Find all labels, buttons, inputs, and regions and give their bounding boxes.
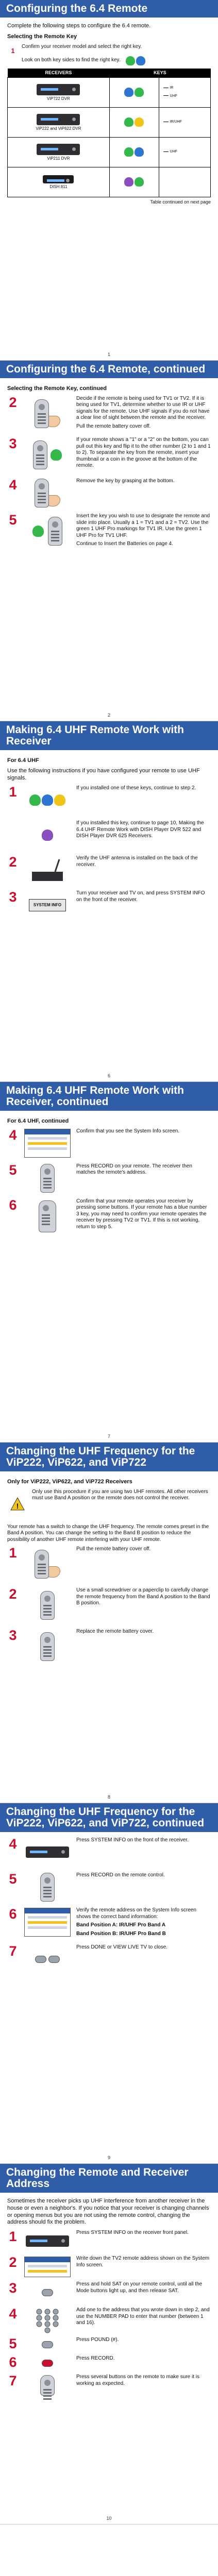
step-number: 5 (9, 2336, 17, 2352)
done-button-icon (35, 1956, 46, 1963)
mode-label: IR (163, 86, 208, 91)
step-number: 6 (9, 1197, 17, 1213)
step-number: 7 (9, 1943, 17, 1959)
key-icon (32, 526, 44, 537)
step-text: Press SYSTEM INFO on the front of the receiver. (76, 1837, 189, 1843)
page-number: 10 (106, 2515, 112, 2521)
key-icon (54, 794, 65, 806)
page-title: Changing the UHF Frequency for the ViP222, ViP622, and ViP722, continued (6, 1806, 205, 1829)
page-header (0, 1443, 218, 1471)
step-text: Press DONE or VIEW LIVE TV to close. (76, 1944, 168, 1951)
receiver-name: ViP222 and ViP622 DVR (36, 126, 81, 131)
table-row (8, 107, 211, 137)
step-4 (7, 1128, 211, 1158)
step-text: Confirm that your remote operates your receiver by pressing some buttons. If your remote has a blue number 3 key, you may need to confirm your remote operates the receiver by pressing TV2 or TV1. If this is not working, return to step 5. (76, 1198, 207, 1230)
step-text: Pull the remote battery cover off. (76, 423, 151, 429)
page-7 (0, 2164, 218, 2524)
record-button-icon (42, 2360, 53, 2367)
step-5 (7, 1163, 211, 1193)
step-text: Use a small screwdriver or a paperclip to carefully change the remote frequency from the Band A position to the Band B position. (76, 1587, 210, 1606)
warning-block (7, 1489, 211, 1519)
step-text: Press POUND (#). (76, 2337, 119, 2343)
key-icon (51, 449, 62, 461)
number-pad-image (23, 2307, 72, 2334)
receiver-icon (37, 114, 80, 125)
step-2 (7, 396, 211, 432)
step-text: If you installed one of these keys, continue to step 2. (76, 785, 196, 791)
remote-icon (40, 2375, 55, 2396)
step-number: 7 (9, 2373, 17, 2389)
receiver-icon (43, 175, 74, 183)
table-header-receivers: RECEIVERS (8, 69, 110, 78)
step-text: Continue to Insert the Batteries on page 4. (76, 541, 173, 547)
step-number: 5 (9, 1162, 17, 1178)
step-6 (7, 2355, 211, 2371)
number-pad-icon (35, 2308, 60, 2333)
insert-key-image (23, 513, 72, 549)
system-info-screen-image (23, 1128, 72, 1158)
warning-text: Only use this procedure if you are using two UHF remotes. All other receivers must use Band A position or the remote does not control the receiver. (32, 1488, 208, 1501)
remote-icon (40, 1632, 55, 1661)
pound-button-icon (42, 2341, 53, 2348)
page-4 (0, 1082, 218, 1443)
step-number: 2 (9, 1586, 17, 1602)
replace-cover-image (23, 1629, 72, 1665)
step-number: 6 (9, 1906, 17, 1922)
receiver-name: ViP722 DVR (47, 96, 70, 101)
intro-text: Complete the following steps to configure the 6.4 remote. (7, 23, 151, 29)
step-text: Replace the remote battery cover. (76, 1629, 154, 1635)
page-title: Changing the Remote and Receiver Address (6, 2166, 189, 2190)
step-text: Write down the TV2 remote address shown on the System Info screen. (76, 2256, 210, 2268)
step-number: 3 (9, 2280, 17, 2296)
done-button-image (23, 1944, 72, 1974)
receiver-icon (26, 2235, 69, 2247)
remote-icon (40, 1591, 55, 1620)
page-header (0, 1803, 218, 1832)
band-a-text: Band Position A: IR/UHF Pro Band A (76, 1922, 166, 1928)
section-subtitle: For 6.4 UHF, continued (7, 1118, 69, 1125)
step-4 (7, 478, 211, 508)
pound-button-image (23, 2337, 72, 2352)
system-info-screen-image (23, 1907, 72, 1937)
step-text: Insert the key you wish to use to designate the remote and slide into place. Usually a 1 = TV1 and a 2 = TV2. Use the green 1 UHF Pro markings for TV1 IR. Use the green 1 UHF Pro for TV1 UHF. (76, 513, 210, 538)
step-1 (7, 2230, 211, 2252)
battery-cover-image (23, 1546, 72, 1582)
look-text: Look on both key sides to find the right key. (22, 57, 121, 63)
page-header (0, 0, 218, 18)
step-number: 3 (9, 889, 17, 905)
step-6 (7, 1198, 211, 1234)
remote-icon (39, 1200, 56, 1232)
page-3 (0, 721, 218, 1082)
step-6 (7, 1907, 211, 1939)
live-tv-button-icon (48, 1956, 60, 1963)
step-number: 2 (9, 394, 17, 410)
step-3 (7, 890, 211, 920)
page-number: 2 (107, 712, 110, 718)
remote-icon (35, 479, 49, 507)
page-title: Configuring the 6.4 Remote (6, 3, 148, 14)
step-2 (7, 1587, 211, 1623)
system-info-button-image (23, 890, 72, 920)
keys-image (23, 785, 72, 815)
step-text: If you installed this key, continue to page 10, Making the 6.4 UHF Remote Work with DISH Player DVR 522 and DISH Player DVR 625 Receivers. (76, 820, 204, 839)
step-text: Confirm that you see the System Info screen. (76, 1128, 180, 1134)
step-3 (7, 437, 211, 473)
step-1 (7, 1546, 211, 1582)
antenna-icon (29, 857, 65, 883)
page-title: Changing the UHF Frequency for the ViP222, ViP622, and ViP722 (6, 1445, 195, 1469)
step-number: 1 (9, 2229, 17, 2245)
step-text: Turn your receiver and TV on, and press SYSTEM INFO on the front of the receiver. (76, 890, 205, 903)
receiver-icon (26, 1846, 69, 1858)
page-number: 9 (107, 2155, 110, 2160)
receiver-image (23, 2230, 72, 2252)
remote-icon (40, 1164, 55, 1193)
page-1 (0, 0, 218, 361)
step-number: 6 (9, 2354, 17, 2370)
step-text: Confirm your receiver model and select the right key. (22, 43, 142, 49)
page-8 (0, 2524, 218, 2576)
step-1 (7, 785, 211, 815)
step-number: 4 (9, 2306, 17, 2322)
remote-icon (40, 1873, 55, 1902)
key-flip-image (23, 437, 72, 473)
warning-icon (7, 1489, 28, 1519)
receiver-image (23, 1837, 72, 1867)
step-text: Press SYSTEM INFO on the receiver front panel. (76, 2230, 189, 2236)
step-text: Decide if the remote is being used for TV1 or TV2. If it is being used for TV1, determine whether to use IR or UHF signals for the remote. Use UHF signals if you do not have a clear line of sight between the remote and the receiver. (76, 395, 210, 421)
step-4 (7, 2307, 211, 2334)
system-info-label: SYSTEM INFO (29, 899, 66, 911)
step-number: 3 (9, 436, 17, 452)
page-header (0, 1082, 218, 1111)
mode-label: IR/UHF (163, 120, 208, 125)
step-number: 4 (9, 477, 17, 493)
key-sides-icon (126, 56, 145, 65)
step-7 (7, 2374, 211, 2397)
page-number: 8 (107, 1794, 110, 1800)
step-text: Remove the key by grasping at the bottom. (76, 478, 175, 484)
record-button-image (23, 1872, 72, 1902)
step-2 (7, 2256, 211, 2278)
step-number: 4 (9, 1127, 17, 1143)
remote-test-image (23, 1198, 72, 1234)
sat-button-icon (42, 2289, 53, 2296)
remove-key-image (23, 478, 72, 508)
step-number: 1 (9, 784, 17, 800)
receiver-name: ViP211 DVR (47, 156, 70, 161)
step-text: Pull the remote battery cover off. (76, 1546, 151, 1552)
page-title: Making 6.4 UHF Remote Work with Receiver, continued (6, 1084, 184, 1108)
page-5 (0, 1443, 218, 1803)
intro-text: Use the following instructions if you have configured your remote to use UHF signals. (7, 767, 200, 781)
step-number: 5 (9, 512, 17, 528)
remote-icon (33, 440, 47, 469)
page-number: 1 (107, 351, 110, 357)
key-icon (42, 794, 53, 806)
step-number: 1 (9, 1545, 17, 1561)
step-3 (7, 2281, 211, 2304)
sat-button-image (23, 2281, 72, 2304)
svg-text:!: ! (16, 1501, 19, 1510)
page-6 (0, 1803, 218, 2164)
receiver-name: DISH 811 (49, 184, 68, 190)
step-text: Press RECORD on your remote. The receiver then matches the remote's address. (76, 1163, 192, 1176)
remote-icon (35, 1550, 49, 1579)
step-7 (7, 1944, 211, 1974)
step-text: Press RECORD on the remote control. (76, 1872, 165, 1878)
step-text: If your remote shows a "1" or a "2" on the bottom, you can pull out this key and flip it to the other number (2 to 1 and 1 to 2). To separate the key from the remote, insert your thumbnail or a coin in the groove at the bottom of the remote. (76, 437, 211, 469)
step-text: Add one to the address that you wrote down in step 2, and use the NUMBER PAD to enter that number (between 1 and 16). (76, 2307, 210, 2326)
remote-icon (35, 399, 49, 428)
remote-test-image (23, 2374, 72, 2397)
step-text: Press several buttons on the remote to make sure it is working as expected. (76, 2374, 199, 2386)
step-4 (7, 1837, 211, 1867)
key-icon (112, 88, 157, 97)
record-button-image (23, 1163, 72, 1193)
step-1b (7, 820, 211, 850)
page-header (0, 721, 218, 750)
page-number: 7 (107, 1433, 110, 1439)
band-b-text: Band Position B: IR/UHF Pro Band B (76, 1930, 166, 1937)
step-number: 3 (9, 1628, 17, 1643)
system-info-screen-image (23, 2256, 72, 2278)
intro-text: Sometimes the receiver picks up UHF interference from another receiver in the house or even a neighbor's. If you notice that your receiver is changing channels or opening menus but you are not using the remote control, changing the address should fix the problem. (7, 2198, 209, 2226)
page-header (0, 2164, 218, 2193)
table-continued-note: Table continued on next page (150, 199, 211, 205)
page-title: Configuring the 6.4 Remote, continued (6, 363, 206, 375)
section-subtitle: Selecting the Remote Key, continued (7, 385, 107, 392)
step-number: 4 (9, 1836, 17, 1852)
remote-back-image (23, 396, 72, 432)
mode-label: UHF (163, 94, 208, 99)
key-icon (112, 177, 157, 187)
step-number: 5 (9, 1871, 17, 1887)
receiver-icon (37, 84, 80, 95)
step-text: Press RECORD. (76, 2355, 115, 2362)
step-5 (7, 1872, 211, 1902)
table-row (8, 167, 211, 197)
step-text: Press and hold SAT on your remote control, until all the Mode buttons light up, and then release SAT. (76, 2281, 203, 2294)
key-icon (112, 147, 157, 157)
section-subtitle: Selecting the Remote Key (7, 33, 77, 40)
step-text: Verify the UHF antenna is installed on the back of the receiver. (76, 855, 198, 868)
step-number: 1 (11, 46, 15, 55)
step-number: 2 (9, 2255, 17, 2270)
step-number: 2 (9, 854, 17, 870)
mode-label: UHF (163, 150, 208, 155)
step-text: Verify the remote address on the System Info screen shows the correct band information: (76, 1907, 196, 1920)
band-switch-image (23, 1587, 72, 1623)
page-2 (0, 361, 218, 721)
page-title: Making 6.4 UHF Remote Work with Receiver (6, 724, 184, 748)
table-row (8, 77, 211, 107)
page-number: 6 (107, 1073, 110, 1078)
step-2 (7, 855, 211, 885)
antenna-image (23, 855, 72, 885)
section-subtitle: For 6.4 UHF (7, 757, 39, 764)
step-3 (7, 1629, 211, 1665)
key-icon (29, 794, 41, 806)
key-icon (112, 117, 157, 127)
remote-icon (48, 517, 62, 546)
step-5 (7, 2337, 211, 2352)
table-header-keys: KEYS (109, 69, 210, 78)
record-button-image (23, 2355, 72, 2371)
key-image (23, 820, 72, 850)
page-header (0, 361, 218, 378)
key-icon (42, 829, 53, 841)
receiver-key-table (7, 69, 211, 197)
table-row (8, 137, 211, 167)
step-5 (7, 513, 211, 550)
note-text: Your remote has a switch to change the UHF frequency. The remote comes preset in the Band A position. You can change the setting to the Band B position to reduce the possibility of another UHF remote interfering with your UHF remote. (7, 1523, 209, 1543)
receiver-icon (37, 144, 80, 155)
section-subtitle: Only for ViP222, ViP622, and ViP722 Receivers (7, 1479, 132, 1485)
